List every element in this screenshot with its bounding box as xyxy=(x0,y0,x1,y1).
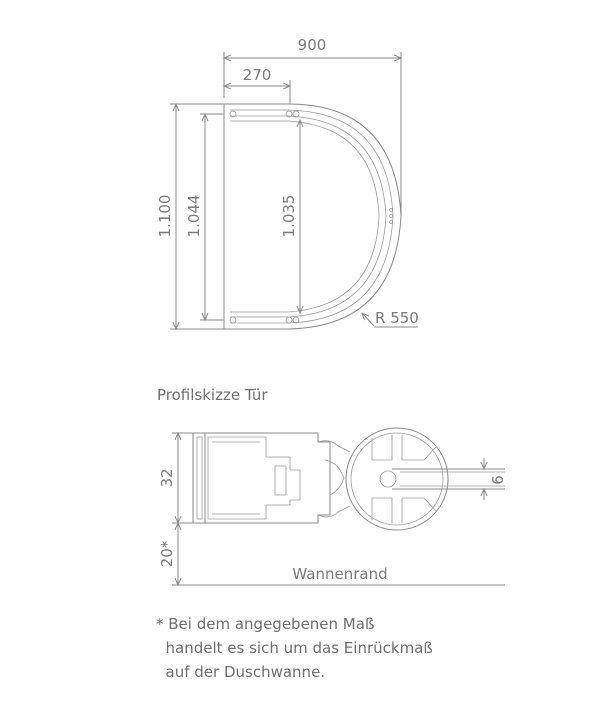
hinge-bottom-left xyxy=(230,317,236,323)
hinge-top-mid-2 xyxy=(293,111,299,117)
footnote-line-1: * Bei dem angegebenen Maß xyxy=(156,615,375,633)
wall-profile-inner xyxy=(197,437,202,519)
dim-width-label: 900 xyxy=(297,36,327,54)
dim-height-outer-label: 1.100 xyxy=(156,194,174,238)
frame-web-lines xyxy=(212,442,260,514)
frame-profile xyxy=(205,433,330,523)
pivot-profile-inner xyxy=(351,433,443,525)
dim-offset-label: 270 xyxy=(242,66,272,84)
hinge-bottom-mid-1 xyxy=(286,317,292,323)
dim-height-center-label: 1.035 xyxy=(280,194,298,238)
seal-dot-1 xyxy=(390,209,393,212)
seal-dot-3 xyxy=(390,221,393,224)
profile-caption: Profilskizze Tür xyxy=(157,386,268,404)
radius-leader xyxy=(362,313,374,326)
dim-edge-label: 20* xyxy=(158,540,176,568)
seal-dot-2 xyxy=(390,215,393,218)
profile-view xyxy=(158,428,507,585)
wall-profile-outer xyxy=(193,433,205,523)
pivot-lower-chambers xyxy=(372,498,436,523)
footnote-line-3: auf der Duschwanne. xyxy=(156,663,326,681)
plan-outline xyxy=(224,104,401,329)
dim-glass-label: 6 xyxy=(489,475,507,485)
radius-label: R 550 xyxy=(375,309,419,327)
connector-fins xyxy=(318,441,350,517)
pivot-core xyxy=(380,471,396,487)
connector-hook xyxy=(325,460,344,495)
plan-inner-contour-3 xyxy=(230,121,379,312)
pivot-profile-outer xyxy=(346,428,448,530)
footnote xyxy=(156,612,433,684)
plan-inner-contour-2 xyxy=(230,116,386,317)
pivot-upper-chambers xyxy=(372,435,436,460)
frame-slot xyxy=(275,466,286,495)
plan-inner-contour-1 xyxy=(230,110,393,323)
tray-rim-label: Wannenrand xyxy=(292,565,388,583)
plan-view xyxy=(156,36,419,329)
dim-profile-height-label: 32 xyxy=(158,468,176,488)
footnote-line-2: handelt es sich um das Einrückmaß xyxy=(156,639,433,657)
hinge-bottom-mid-2 xyxy=(293,317,299,323)
dim-height-inner-label: 1.044 xyxy=(185,194,203,238)
